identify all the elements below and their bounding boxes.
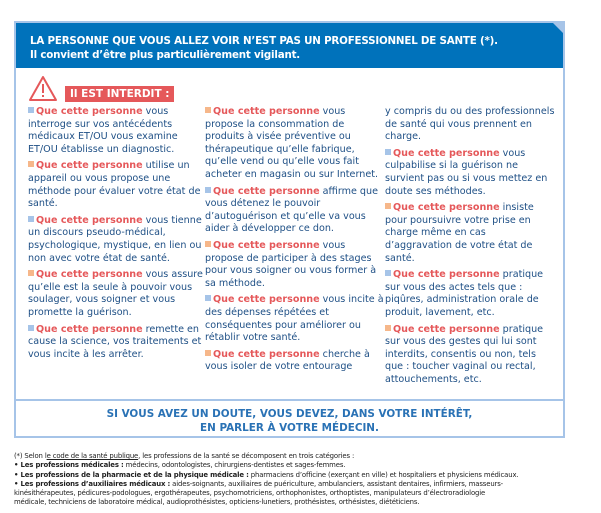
column-2 [205, 106, 385, 378]
item-lead: Que cette personne [213, 185, 320, 197]
warning-panel [14, 21, 565, 438]
panel-header [16, 23, 563, 68]
item-lead: Que cette personne [213, 106, 320, 117]
footnote-continuation: médicale, techniciens de laboratoire médical, audioprothésistes, opticiens-lunetiers, prothésistes, orthésistes, diététiciens. [14, 498, 420, 507]
bullet-square-icon [205, 107, 211, 113]
item-lead: Que cette personne [393, 323, 500, 335]
item-lead: Que cette personne [213, 294, 320, 306]
prohibition-item [28, 160, 208, 210]
item-text: vous interroge sur vos antécédents médicaux ET/OU vous examine ET/OU établisse un diagnostic. [28, 106, 178, 155]
bullet-square-icon [28, 161, 34, 167]
header-title: LA PERSONNE QUE VOUS ALLEZ VOIR N’EST PAS UN PROFESSIONNEL DE SANTE (*). [30, 35, 498, 47]
item-lead: Que cette personne [213, 239, 320, 251]
item-text: pratique sur vous des actes tels que : piqûres, administration orale de produit, lavement, etc. [385, 269, 544, 318]
item-text: vous incite à des dépenses répétées et conséquentes pour améliorer ou rétablir votre santé. [205, 294, 384, 344]
bullet-square-icon [28, 325, 34, 331]
item-text: affirme que vous détenez le pouvoir d’autoguérison et qu’elle va vous aider à développer ce don. [205, 185, 378, 235]
item-lead: Que cette personne [36, 160, 143, 172]
item-lead: Que cette personne [213, 348, 320, 360]
footnote-item-text: médecins, odontologistes, chirurgiens-dentistes et sages-femmes. [123, 461, 346, 470]
bullet-square-icon [385, 325, 391, 331]
prohibition-item [385, 324, 555, 387]
footnote-item [14, 461, 599, 470]
bullet-square-icon [205, 241, 211, 247]
column-3 [385, 106, 555, 390]
prohibition-item [28, 324, 208, 362]
footnote-item [14, 471, 599, 480]
forbidden-label: Il EST INTERDIT : [65, 86, 174, 102]
bullet-square-icon [385, 149, 391, 155]
code-sante-publique-link[interactable]: e code de la santé publique [46, 452, 139, 460]
footnote-item-title: • Les professions médicales : [14, 461, 124, 470]
corner-fold-icon [553, 23, 563, 33]
prohibition-item [385, 269, 555, 319]
header-subtitle: Il convient d’être plus particulièrement vigilant. [30, 49, 301, 61]
prohibition-item [385, 106, 555, 144]
item-text: remette en cause la science, vos traitements et vous incite à les arrêter. [28, 323, 202, 360]
item-text: cherche à vous isoler de votre entourage [205, 348, 370, 373]
item-lead: Que cette personne [36, 323, 143, 335]
prohibition-item [28, 106, 208, 156]
item-text: pratique sur vous des gestes qui lui sont interdits, consentis ou non, tels que : toucher vaginal ou rectal, attouchements, etc. [385, 323, 544, 385]
footnote-item-title: • Les professions de la pharmacie et de la physique médicale : [14, 470, 249, 479]
prohibition-item [28, 269, 208, 319]
prohibition-item [205, 349, 385, 374]
doctor-advice [16, 407, 563, 435]
footnote-item-title: • Les professions d’auxiliaires médicaux : [14, 479, 171, 488]
bullet-square-icon [385, 270, 391, 276]
footnote-item-text: aides-soignants, auxiliaires de puériculture, ambulanciers, assistant dentaires, infirmiers, masseurs- [170, 479, 503, 488]
prohibition-item [385, 148, 555, 198]
item-lead: Que cette personne [36, 106, 143, 117]
bullet-square-icon [28, 270, 34, 276]
bullet-square-icon [205, 295, 211, 301]
prohibition-item [205, 106, 385, 182]
prohibition-item [205, 186, 385, 236]
prohibition-item [205, 240, 385, 290]
divider [16, 399, 563, 401]
item-lead: Que cette personne [393, 269, 500, 281]
item-text: vous culpabilise si la guérison ne survient pas ou si vous mettez en doute ses méthodes. [385, 147, 548, 197]
footnote-intro-text-end: , les professions de la santé se décomposent en trois catégories : [138, 452, 355, 460]
bullet-square-icon [205, 187, 211, 193]
footnote-continuation: kinésithérapeutes, pédicures-podologues, ergothérapeutes, psychomotriciens, orthophonistes, orthoptistes, manipulateurs d’électroradiologie [14, 489, 486, 498]
footnote-item-text: pharmaciens d’officine (exerçant en ville) et hospitaliers et physiciens médicaux. [248, 470, 519, 479]
footnote-intro [14, 452, 599, 461]
item-lead: Que cette personne [393, 147, 500, 159]
footnote [14, 452, 599, 508]
column-1 [28, 106, 208, 365]
item-text: y compris du ou des professionnels de santé qui vous prennent en charge. [385, 106, 555, 143]
footnote-item [14, 480, 599, 489]
prohibition-item [28, 215, 208, 265]
item-text: utilise un appareil ou vous propose une méthode pour évaluer votre état de santé. [28, 160, 201, 210]
warning-triangle-icon [28, 75, 58, 103]
item-lead: Que cette personne [393, 202, 500, 214]
item-text: vous tienne un discours pseudo-médical, psychologique, mystique, en lien ou non avec votre état de santé. [28, 214, 202, 264]
bullet-square-icon [205, 350, 211, 356]
item-text: vous assure qu’elle est la seule à pouvoir vous soulager, vous soigner et vous promette la guérison. [28, 269, 203, 318]
item-text: vous propose de participer à des stages pour vous soigner ou vous former à sa méthode. [205, 239, 377, 289]
bullet-square-icon [28, 107, 34, 113]
item-lead: Que cette personne [36, 214, 143, 226]
advice-line-2: EN PARLER À VOTRE MÉDECIN. [200, 422, 379, 434]
item-text: vous propose la consommation de produits à visée préventive ou thérapeutique qu’elle fabrique, qu’elle vend ou qu’elle vous fait acheter en magasin ou sur Internet. [205, 106, 379, 180]
item-lead: Que cette personne [36, 269, 143, 281]
footnote-intro-text: (*) Selon l [14, 452, 47, 460]
bullet-square-icon [385, 203, 391, 209]
prohibition-item [205, 294, 385, 344]
advice-line-1: SI VOUS AVEZ UN DOUTE, VOUS DEVEZ, DANS VOTRE INTÉRÊT, [106, 408, 473, 420]
item-text: insiste pour poursuivre votre prise en charge même en cas d’aggravation de votre état de santé. [385, 202, 534, 264]
bullet-square-icon [28, 216, 34, 222]
prohibition-item [385, 202, 555, 265]
